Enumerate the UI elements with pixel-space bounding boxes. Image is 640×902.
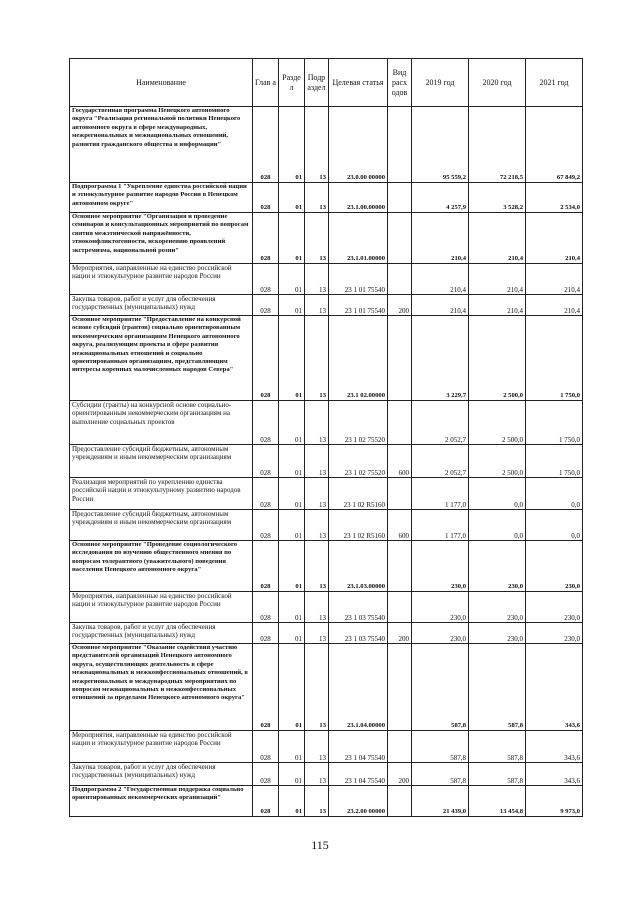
row-glava: 028 <box>253 213 279 264</box>
row-value-2020: 3 528,2 <box>469 183 526 213</box>
row-vid: 600 <box>388 445 412 478</box>
row-target: 23.2.00 00000 <box>329 786 388 817</box>
row-razdel: 01 <box>279 445 305 478</box>
row-podrazdel: 13 <box>305 541 329 592</box>
row-glava: 028 <box>253 445 279 478</box>
row-name: Основное мероприятие "Оказание содействия участию представителей организаций Ненецкого автономного округа, осуществляющих деятельность в сфере межнациональных и межконфессиональных отношений, в межрегиональных и международных мероприятиях по вопросам межнациональных и межконфессиональных отношений за пределами Ненецкого автономного округа" <box>70 644 253 731</box>
table-row <box>70 295 583 316</box>
row-value-2019: 230,0 <box>412 541 469 592</box>
row-razdel: 01 <box>279 478 305 510</box>
header-glava: Глав а <box>253 59 279 107</box>
row-value-2021: 0,0 <box>526 478 583 510</box>
row-name: Мероприятия, направленные на единство российской нации и этнокультурное развитие народов России <box>70 264 253 295</box>
row-razdel: 01 <box>279 592 305 623</box>
row-value-2020: 230,0 <box>469 623 526 644</box>
header-2019: 2019 год <box>412 59 469 107</box>
row-podrazdel: 13 <box>305 445 329 478</box>
row-razdel: 01 <box>279 295 305 316</box>
row-value-2020: 0,0 <box>469 478 526 510</box>
row-glava: 028 <box>253 644 279 731</box>
row-vid <box>388 107 412 183</box>
row-razdel: 01 <box>279 183 305 213</box>
row-name: Государственная программа Ненецкого автономного округа "Реализация региональной политики Ненецкого автономного округа в сфере международных, межрегиональных и межнациональных отношений, развития гражданского общества и информации" <box>70 107 253 183</box>
row-value-2019: 210,4 <box>412 295 469 316</box>
row-target: 23 1 03 75540 <box>329 592 388 623</box>
header-razdel: Разде л <box>279 59 305 107</box>
row-target: 23 1 01 75540 <box>329 295 388 316</box>
header-name: Наименование <box>70 59 253 107</box>
row-razdel: 01 <box>279 264 305 295</box>
row-value-2019: 587,8 <box>412 644 469 731</box>
row-vid: 200 <box>388 763 412 786</box>
row-name: Предоставление субсидий бюджетным, автономным учреждениям и иным некоммерческим организациям <box>70 510 253 541</box>
table-row <box>70 107 583 183</box>
row-vid <box>388 478 412 510</box>
row-value-2019: 210,4 <box>412 264 469 295</box>
row-podrazdel: 13 <box>305 401 329 445</box>
row-podrazdel: 13 <box>305 264 329 295</box>
row-value-2020: 587,8 <box>469 731 526 763</box>
row-vid <box>388 183 412 213</box>
row-value-2021: 210,4 <box>526 264 583 295</box>
row-target: 23 1 02 R5160 <box>329 510 388 541</box>
table-body <box>70 107 583 817</box>
row-vid: 600 <box>388 510 412 541</box>
table-row <box>70 213 583 264</box>
row-value-2021: 9 973,0 <box>526 786 583 817</box>
row-value-2021: 343,6 <box>526 763 583 786</box>
row-value-2021: 1 750,0 <box>526 445 583 478</box>
row-value-2019: 230,0 <box>412 592 469 623</box>
row-value-2020: 210,4 <box>469 264 526 295</box>
row-razdel: 01 <box>279 786 305 817</box>
row-target: 23 1 02 75520 <box>329 401 388 445</box>
row-name: Предоставление субсидий бюджетным, автономным учреждениям и иным некоммерческим организациям <box>70 445 253 478</box>
row-glava: 028 <box>253 541 279 592</box>
row-target: 23.0.00 00000 <box>329 107 388 183</box>
row-name: Субсидии (гранты) на конкурсной основе социально-ориентированным некоммерческим организациям на выполнение социальных проектов <box>70 401 253 445</box>
row-value-2020: 587,8 <box>469 644 526 731</box>
row-glava: 028 <box>253 623 279 644</box>
row-vid <box>388 731 412 763</box>
row-target: 23.1.04.00000 <box>329 644 388 731</box>
row-target: 23.1.03.00000 <box>329 541 388 592</box>
row-vid <box>388 316 412 401</box>
row-podrazdel: 13 <box>305 478 329 510</box>
row-value-2020: 13 454,8 <box>469 786 526 817</box>
row-value-2019: 2 052,7 <box>412 445 469 478</box>
table-row <box>70 623 583 644</box>
header-target: Целевая статья <box>329 59 388 107</box>
row-vid: 200 <box>388 623 412 644</box>
row-name: Основное мероприятие "Проведение социологического исследования по изучению общественного мнения по вопросам толерантного (уважительного) поведения населения Ненецкого автономного округа" <box>70 541 253 592</box>
table-row <box>70 183 583 213</box>
header-row <box>70 59 583 107</box>
row-value-2019: 1 177,0 <box>412 478 469 510</box>
row-value-2020: 230,0 <box>469 541 526 592</box>
row-name: Подпрограмма 2 "Государственная поддержка социально ориентированных некоммерческих организаций" <box>70 786 253 817</box>
row-glava: 028 <box>253 107 279 183</box>
row-podrazdel: 13 <box>305 623 329 644</box>
row-target: 23 1 02 R5160 <box>329 478 388 510</box>
row-value-2021: 210,4 <box>526 213 583 264</box>
row-name: Реализация мероприятий по укреплению единства российской нации и этнокультурному развитию народов России <box>70 478 253 510</box>
row-value-2021: 343,6 <box>526 731 583 763</box>
table-row <box>70 592 583 623</box>
row-podrazdel: 13 <box>305 213 329 264</box>
table-row <box>70 541 583 592</box>
row-value-2020: 72 218,5 <box>469 107 526 183</box>
row-value-2019: 587,8 <box>412 763 469 786</box>
row-vid <box>388 592 412 623</box>
row-value-2019: 21 439,0 <box>412 786 469 817</box>
row-razdel: 01 <box>279 316 305 401</box>
row-name: Основное мероприятие "Организация и проведение семинаров и консультационных мероприятий по вопросам снятия межэтнической напряжённости, этноконфликтогенности, искоренению проявлений экстремизма, национальной розни" <box>70 213 253 264</box>
budget-table <box>69 58 583 817</box>
row-value-2020: 2 500,0 <box>469 445 526 478</box>
row-name: Закупка товаров, работ и услуг для обеспечения государственных (муниципальных) нужд <box>70 763 253 786</box>
row-glava: 028 <box>253 401 279 445</box>
row-vid <box>388 644 412 731</box>
row-value-2021: 230,0 <box>526 592 583 623</box>
table-row <box>70 401 583 445</box>
row-target: 23.1.01.00000 <box>329 213 388 264</box>
row-podrazdel: 13 <box>305 510 329 541</box>
row-value-2021: 2 534,0 <box>526 183 583 213</box>
row-value-2019: 210,4 <box>412 213 469 264</box>
row-target: 23 1 01 75540 <box>329 264 388 295</box>
row-target: 23.1 02.00000 <box>329 316 388 401</box>
row-razdel: 01 <box>279 763 305 786</box>
row-value-2020: 587,8 <box>469 763 526 786</box>
row-podrazdel: 13 <box>305 295 329 316</box>
row-razdel: 01 <box>279 731 305 763</box>
row-target: 23.1.00.00000 <box>329 183 388 213</box>
row-razdel: 01 <box>279 510 305 541</box>
row-name: Мероприятия, направленные на единство российской нации и этнокультурное развитие народов России <box>70 592 253 623</box>
table-row <box>70 731 583 763</box>
row-value-2020: 210,4 <box>469 295 526 316</box>
row-podrazdel: 13 <box>305 786 329 817</box>
page-number: 115 <box>311 838 329 852</box>
table-row <box>70 786 583 817</box>
row-value-2019: 1 177,0 <box>412 510 469 541</box>
row-glava: 028 <box>253 510 279 541</box>
header-podrazdel: Подр аздел <box>305 59 329 107</box>
row-target: 23 1 03 75540 <box>329 623 388 644</box>
row-name: Закупка товаров, работ и услуг для обеспечения государственных (муниципальных) нужд <box>70 295 253 316</box>
row-target: 23 1 02 75520 <box>329 445 388 478</box>
table-row <box>70 445 583 478</box>
row-value-2021: 210,4 <box>526 295 583 316</box>
row-value-2021: 67 849,2 <box>526 107 583 183</box>
row-value-2019: 95 559,2 <box>412 107 469 183</box>
row-glava: 028 <box>253 295 279 316</box>
row-podrazdel: 13 <box>305 107 329 183</box>
row-value-2020: 230,0 <box>469 592 526 623</box>
row-value-2020: 2 500,0 <box>469 316 526 401</box>
row-vid: 200 <box>388 295 412 316</box>
header-2020: 2020 год <box>469 59 526 107</box>
table-row <box>70 316 583 401</box>
row-value-2019: 4 257,9 <box>412 183 469 213</box>
row-vid <box>388 213 412 264</box>
row-vid <box>388 401 412 445</box>
row-name: Основное мероприятие "Предоставление на конкурсной основе субсидий (грантов) социально ориентированным некоммерческим организациям Ненецкого автономного округа, реализующим проекты в сфере развития межнациональных отношений и социально ориентированным организациям, представляющим интересы коренных малочисленных народов Севера" <box>70 316 253 401</box>
row-glava: 028 <box>253 786 279 817</box>
row-podrazdel: 13 <box>305 644 329 731</box>
row-target: 23 1 04 75540 <box>329 763 388 786</box>
row-podrazdel: 13 <box>305 316 329 401</box>
row-value-2021: 0,0 <box>526 510 583 541</box>
row-name: Подпрограмма 1 "Укрепление единства российской нации и этнокультурное развитие народов России в Ненецком автономном округе" <box>70 183 253 213</box>
row-podrazdel: 13 <box>305 183 329 213</box>
row-podrazdel: 13 <box>305 592 329 623</box>
row-value-2021: 1 750,0 <box>526 316 583 401</box>
row-name: Закупка товаров, работ и услуг для обеспечения государственных (муниципальных) нужд <box>70 623 253 644</box>
row-glava: 028 <box>253 316 279 401</box>
row-glava: 028 <box>253 183 279 213</box>
row-glava: 028 <box>253 592 279 623</box>
row-value-2019: 587,8 <box>412 731 469 763</box>
row-vid <box>388 264 412 295</box>
row-vid <box>388 541 412 592</box>
row-glava: 028 <box>253 731 279 763</box>
row-podrazdel: 13 <box>305 763 329 786</box>
row-value-2021: 1 750,0 <box>526 401 583 445</box>
table-row <box>70 763 583 786</box>
row-podrazdel: 13 <box>305 731 329 763</box>
row-value-2020: 210,4 <box>469 213 526 264</box>
row-glava: 028 <box>253 264 279 295</box>
row-glava: 028 <box>253 763 279 786</box>
row-razdel: 01 <box>279 623 305 644</box>
row-razdel: 01 <box>279 644 305 731</box>
row-razdel: 01 <box>279 213 305 264</box>
table-row <box>70 264 583 295</box>
row-razdel: 01 <box>279 107 305 183</box>
row-value-2019: 3 229,7 <box>412 316 469 401</box>
row-value-2019: 230,0 <box>412 623 469 644</box>
row-target: 23 1 04 75540 <box>329 731 388 763</box>
row-name: Мероприятия, направленные на единство российской нации и этнокультурное развитие народов России <box>70 731 253 763</box>
row-value-2021: 343,6 <box>526 644 583 731</box>
row-value-2021: 230,0 <box>526 623 583 644</box>
header-vid: Вид расх одов <box>388 59 412 107</box>
row-value-2021: 230,0 <box>526 541 583 592</box>
row-razdel: 01 <box>279 541 305 592</box>
row-value-2020: 2 500,0 <box>469 401 526 445</box>
table-row <box>70 644 583 731</box>
table-row <box>70 510 583 541</box>
row-glava: 028 <box>253 478 279 510</box>
table-row <box>70 478 583 510</box>
row-vid <box>388 786 412 817</box>
row-value-2020: 0,0 <box>469 510 526 541</box>
row-razdel: 01 <box>279 401 305 445</box>
row-value-2019: 2 052,7 <box>412 401 469 445</box>
header-2021: 2021 год <box>526 59 583 107</box>
